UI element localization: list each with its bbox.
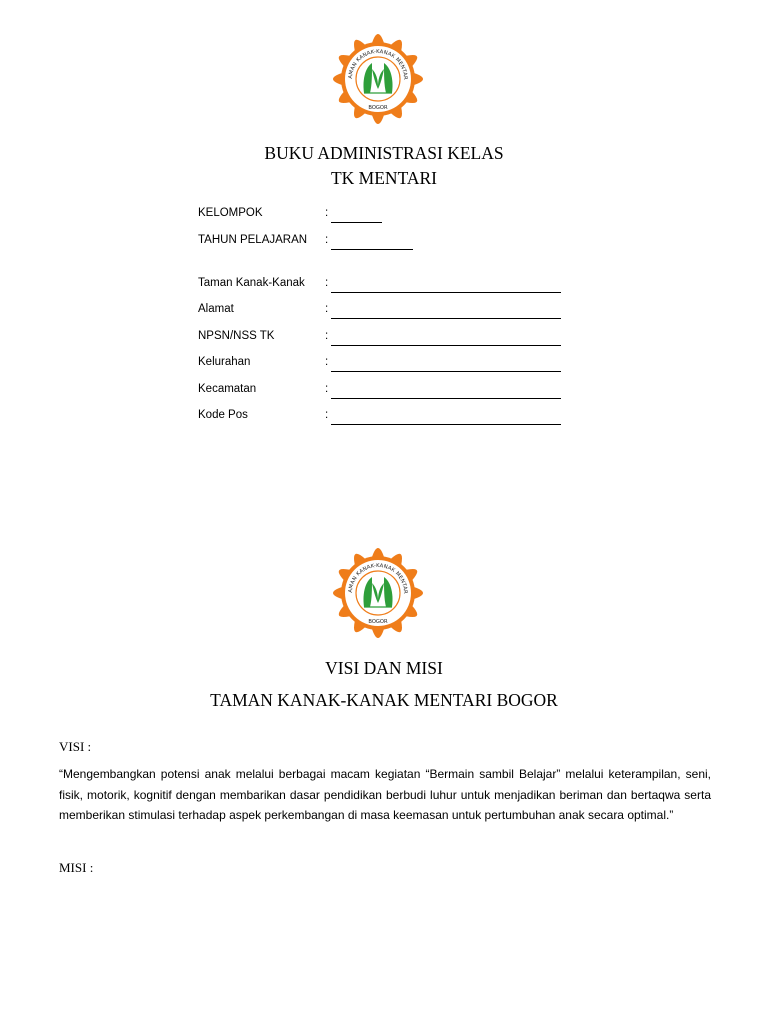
cover-title-line1: BUKU ADMINISTRASI KELAS	[264, 143, 504, 163]
cover-title-line2: TK MENTARI	[330, 168, 438, 188]
misi-label: MISI :	[59, 860, 94, 875]
school-name-title: TAMAN KANAK-KANAK MENTARI BOGOR	[210, 690, 558, 710]
field-label: KELOMPOK	[198, 207, 263, 219]
field-colon: :	[325, 409, 329, 421]
field-colon: :	[325, 303, 329, 315]
field-colon: :	[325, 277, 329, 289]
field-colon: :	[325, 207, 329, 219]
field-blank-line[interactable]	[331, 371, 561, 372]
field-label: NPSN/NSS TK	[198, 330, 275, 342]
visi-text: “Mengembangkan potensi anak melalui berbagai macam kegiatan “Bermain sambil Belajar” melalui keterampilan, seni, fisik, motorik, kognitif dengan membarikan dasar pendidikan berbudi luhur untuk menjadikan beriman dan bertaqwa serta memberikan stimulasi terhadap aspek perkembangan di masa keemasan untuk pertumbuhan anak secara optimal.”	[59, 767, 711, 822]
field-blank-line[interactable]	[331, 222, 382, 223]
field-label: Taman Kanak-Kanak	[198, 277, 305, 289]
field-colon: :	[325, 330, 329, 342]
field-label: Kelurahan	[198, 356, 251, 368]
field-blank-line[interactable]	[331, 345, 561, 346]
field-blank-line[interactable]	[331, 398, 561, 399]
field-blank-line[interactable]	[331, 424, 561, 425]
visi-misi-title: VISI DAN MISI	[325, 658, 443, 678]
school-logo-second	[322, 537, 434, 649]
school-logo	[322, 23, 434, 135]
field-colon: :	[325, 234, 329, 246]
field-colon: :	[325, 383, 329, 395]
field-blank-line[interactable]	[331, 292, 561, 293]
field-label: Kode Pos	[198, 409, 248, 421]
field-label: Alamat	[198, 303, 234, 315]
field-label: Kecamatan	[198, 383, 257, 395]
field-label: TAHUN PELAJARAN	[198, 234, 308, 246]
visi-label: VISI :	[59, 739, 92, 754]
field-blank-line[interactable]	[331, 249, 413, 250]
field-colon: :	[325, 356, 329, 368]
field-blank-line[interactable]	[331, 318, 561, 319]
